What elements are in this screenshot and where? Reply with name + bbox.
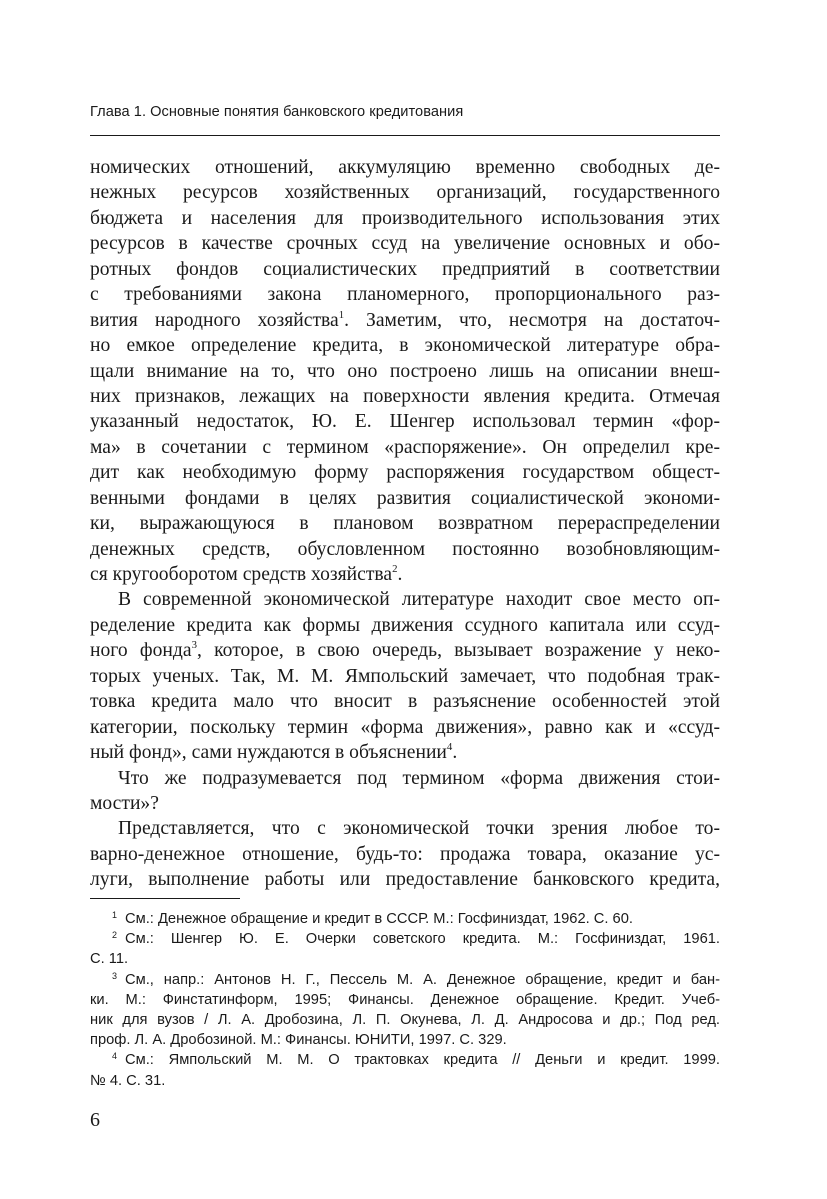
header-rule [90,135,720,136]
footnote-line: № 4. С. 31. [90,1072,166,1089]
body-line: ма» в сочетании с термином «распоряжение». Он определил кре- [90,436,720,458]
footnote-text: См., напр.: Антонов Н. Г., Пессель М. А. Денежное обращение, кредит и бан- [125,971,720,988]
footnote-rule [90,898,240,899]
body-line: ресурсов в качестве срочных ссуд на увеличение основных и обо- [90,233,720,255]
footnote-line: 3 См., напр.: Антонов Н. Г., Пессель М. А. Денежное обращение, кредит и бан- [112,970,720,988]
body-text-run: ся кругооборотом средств хозяйства [90,564,393,585]
body-text-run: ный фонд», сами нуждаются в объяснении [90,742,447,764]
footnotes [90,909,720,1091]
body-line: них признаков, лежащих на поверхности явления кредита. Отмечая [90,385,720,407]
body-line: нежных ресурсов хозяйственных организаций, государственного [90,182,720,204]
footnote-text: См.: Ямпольский М. М. О трактовках кредита // Деньги и кредит. 1999. [125,1052,720,1069]
footnote-line: проф. Л. А. Дробозиной. М.: Финансы. ЮНИТИ, 1997. С. 329. [90,1032,507,1049]
body-line: с требованиями закона планомерного, пропорционального раз- [90,284,720,306]
footnote-ref[interactable]: 1 [338,308,345,321]
body-line [90,562,720,587]
footnote-line: 4 См.: Ямпольский М. М. О трактовках кредита // Деньги и кредит. 1999. [112,1051,720,1069]
body-line: указанный недостаток, Ю. Е. Шенгер использовал термин «фор- [90,411,720,433]
body-text-run: . [397,564,403,585]
body-line: товка кредита мало что вносит в разъяснение особенностей этой [90,691,720,713]
body-line: ки, выражающуюся в плановом возвратном перераспределении [90,513,720,535]
body-line [90,740,720,765]
running-head: Глава 1. Основные понятия банковского кредитования [90,104,464,120]
body-line: торых ученых. Так, М. М. Ямпольский замечает, что подобная трак- [90,665,720,687]
body-text-run: ного фонда [90,640,192,662]
body-line: ределение кредита как формы движения ссудного капитала или ссуд- [90,614,720,636]
body-line: луги, выполнение работы или предоставление банковского кредита, [90,869,720,891]
footnote-line: 2 См.: Шенгер Ю. Е. Очерки советского кредита. М.: Госфиниздат, 1961. [112,930,720,948]
footnote-text: См.: Шенгер Ю. Е. Очерки советского кредита. М.: Госфиниздат, 1961. [125,931,720,948]
footnote-text: См.: Денежное обращение и кредит в СССР. М.: Госфиниздат, 1962. С. 60. [125,911,633,927]
footnote-ref[interactable]: 2 [392,562,398,575]
body-line: венными фондами в целях развития социалистической экономи- [90,487,720,509]
body-line: номических отношений, аккумуляцию временно свободных де- [90,157,720,178]
footnote-line: 1 См.: Денежное обращение и кредит в СССР. М.: Госфиниздат, 1962. С. 60. [112,910,633,927]
footnote-line: С. 11. [90,951,129,968]
footnote-line: ник для вузов / Л. А. Дробозина, Л. П. Окунева, Л. Д. Андросова и др.; Под ред. [90,1011,720,1028]
footnote-ref[interactable]: 4 [446,740,453,753]
body-text [90,155,720,893]
body-line: дит как необходимую форму распоряжения государством общест- [90,462,720,484]
body-text-run: , которое, в свою очередь, вызывает возражение у неко- [196,640,720,662]
body-line: варно-денежное отношение, будь-то: продажа товара, оказание ус- [90,843,720,865]
body-line: В современной экономической литературе находит свое место оп- [118,589,720,611]
body-line: но емкое определение кредита, в экономической литературе обра- [90,335,720,357]
body-text-run: . [452,742,458,764]
body-line: ротных фондов социалистических предприятий в соответствии [90,258,720,280]
body-line: категории, поскольку термин «форма движения», равно как и «ссуд- [90,716,720,738]
body-line: Что же подразумевается под термином «форма движения стои- [118,767,720,789]
footnote-line: ки. М.: Финстатинформ, 1995; Финансы. Денежное обращение. Кредит. Учеб- [90,991,720,1008]
page-number: 6 [90,1109,100,1131]
body-line: бюджета и населения для производительного использования этих [90,207,720,229]
footnote-ref[interactable]: 3 [191,639,197,652]
body-line: денежных средств, обусловленном постоянно возобновляющим- [90,538,720,560]
body-text-run: . Заметим, что, несмотря на достаточ- [344,309,720,331]
body-line [90,638,720,663]
body-text-run: вития народного хозяйства [90,309,339,331]
body-line: Представляется, что с экономической точки зрения любое то- [118,818,720,840]
body-line: мости»? [90,792,159,814]
body-line: щали внимание на то, что оно построено лишь на описании внеш- [90,360,720,382]
body-line [90,308,720,333]
